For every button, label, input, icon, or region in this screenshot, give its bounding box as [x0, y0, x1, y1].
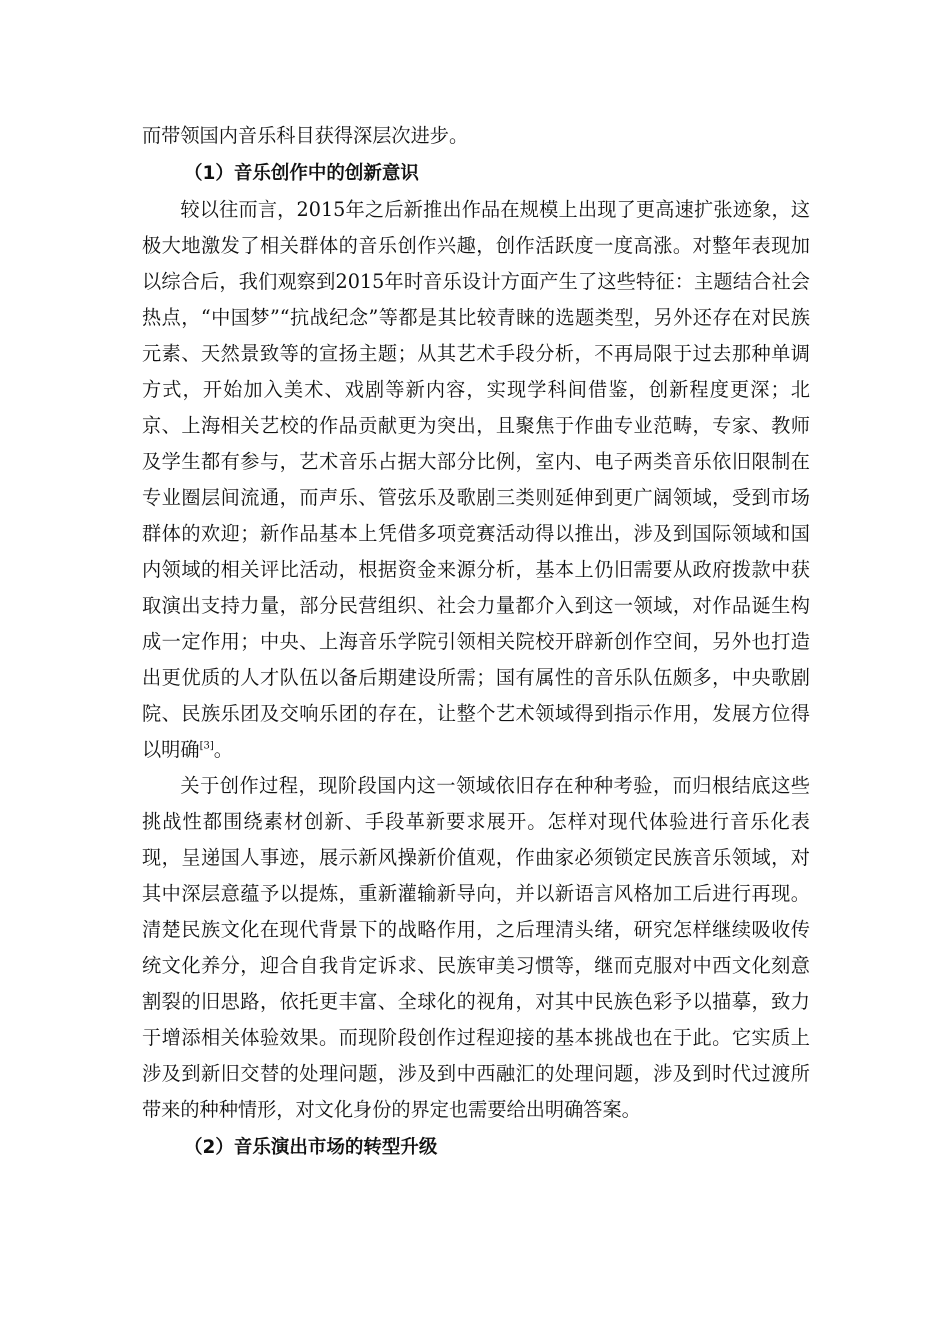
- citation-marker: [3]: [199, 740, 214, 752]
- paragraph-creation-challenges: 关于创作过程，现阶段国内这一领域依旧存在种种考验，而归根结底这些挑战性都围绕素材创新、手段革新要求展开。怎样对现代体验进行音乐化表现，呈递国人事迹，展示新风操新价值观，作曲家必须锁定民族音乐领域，对其中深层意蕴予以提炼，重新灌输新导向，并以新语言风格加工后进行再现。清楚民族文化在现代背景下的战略作用，之后理清头绪，研究怎样继续吸收传统文化养分，迎合自我肯定诉求、民族审美习惯等，继而克服对中西文化刻意割裂的旧思路，依托更丰富、全球化的视角，对其中民族色彩予以描摹，致力于增添相关体验效果。而现阶段创作过程迎接的基本挑战也在于此。它实质上涉及到新旧交替的处理问题，涉及到中西融汇的处理问题，涉及到时代过渡所带来的种种情形，对文化身份的界定也需要给出明确答案。: [142, 774, 810, 1121]
- paragraph-continuation: 而带领国内音乐科目获得深层次进步。: [142, 124, 469, 147]
- paragraph-creation-features: [142, 192, 810, 768]
- section-heading-2: （2）音乐演出市场的转型升级: [184, 1137, 438, 1158]
- section-heading-1: （1）音乐创作中的创新意识: [184, 163, 419, 184]
- paragraph-text: 较以往而言，2015年之后新推出作品在规模上出现了更高速扩张迹象，这极大地激发了相关群体的音乐创作兴趣，创作活跃度一度高涨。对整年表现加以综合后，我们观察到2015年时音乐设计方面产生了这些特征：主题结合社会热点，“中国梦”“抗战纪念”等都是其比较青睐的选题类型，另外还存在对民族元素、天然景致等的宣扬主题；从其艺术手段分析，不再局限于过去那种单调方式，开始加入美术、戏剧等新内容，实现学科间借鉴，创新程度更深；北京、上海相关艺校的作品贡献更为突出，且聚焦于作曲专业范畴，专家、教师及学生都有参与，艺术音乐占据大部分比例，室内、电子两类音乐依旧限制在专业圈层间流通，而声乐、管弦乐及歌剧三类则延伸到更广阔领域，受到市场群体的欢迎；新作品基本上凭借多项竞赛活动得以推出，涉及到国际领域和国内领域的相关评比活动，根据资金来源分析，基本上仍旧需要从政府拨款中获取演出支持力量，部分民营组织、社会力量都介入到这一领域，对作品诞生构成一定作用；中央、上海音乐学院引领相关院校开辟新创作空间，另外也打造出更优质的人才队伍以备后期建设所需；国有属性的音乐队伍颇多，中央歌剧院、民族乐团及交响乐团的存在，让整个艺术领域得到指示作用，发展方位得以明确: [142, 198, 810, 761]
- paragraph-end-punct: 。: [213, 738, 233, 761]
- document-body: [142, 118, 810, 1166]
